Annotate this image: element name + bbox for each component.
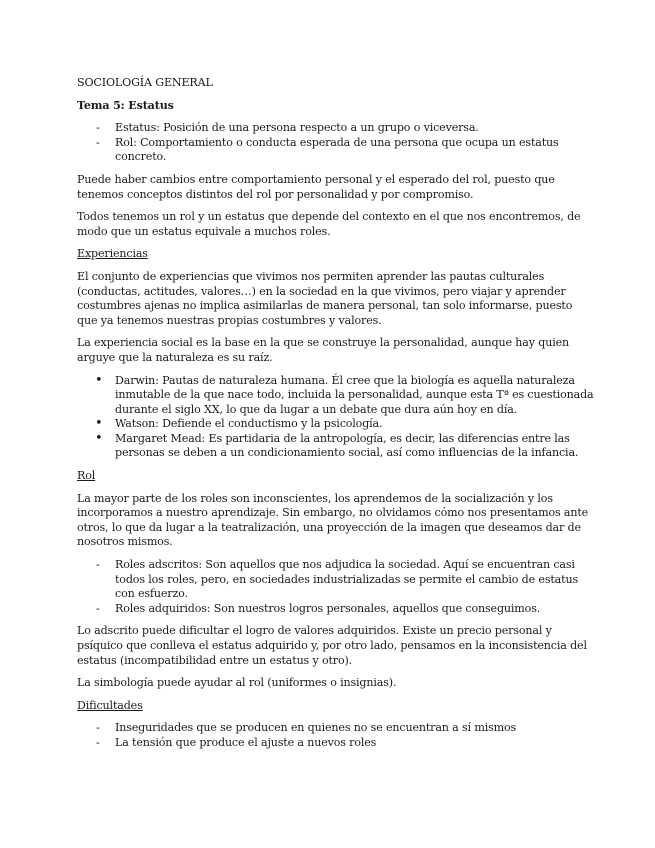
document-title: SOCIOLOGÍA GENERAL <box>77 76 213 89</box>
list-item: - Roles adquiridos: Son nuestros logros personales, aquellos que conseguimos. <box>77 602 595 617</box>
role-types-list <box>77 558 595 616</box>
list-item: - Estatus: Posición de una persona respecto a un grupo o viceversa. <box>77 121 595 136</box>
paragraph: La mayor parte de los roles son inconscientes, los aprendemos de la socialización y los incorporamos a nuestro aprendizaje. Sin embargo, no olvidamos cómo nos presentamos ante otros, lo que da lugar a la teatralización, una proyección de la imagen que deseamos dar de nosotros mismos. <box>77 491 589 549</box>
paragraph: Puede haber cambios entre comportamiento personal y el esperado del rol, puesto que tenemos conceptos distintos del rol por personalidad y por compromiso. <box>77 172 555 201</box>
difficulties-list <box>77 721 595 750</box>
authors-list <box>77 374 595 462</box>
paragraph: La simbología puede ayudar al rol (uniformes o insignias). <box>77 676 397 690</box>
list-item: • Margaret Mead: Es partidaria de la antropología, es decir, las diferencias entre las personas se deben a un condicionamiento social, así como influencias de la infancia. <box>77 432 595 461</box>
paragraph: La experiencia social es la base en la que se construye la personalidad, aunque hay quien arguye que la naturaleza es su raíz. <box>77 336 570 364</box>
list-item: - Inseguridades que se producen en quienes no se encuentran a sí mismos <box>77 721 595 736</box>
section-heading-experiencias: Experiencias <box>77 247 148 261</box>
list-item: - Roles adscritos: Son aquellos que nos adjudica la sociedad. Aquí se encuentran casi todos los roles, pero, en sociedades industrializadas se permite el cambio de estatus con esfuerzo. <box>77 558 595 602</box>
definitions-list <box>77 121 595 165</box>
topic-heading: Tema 5: Estatus <box>77 98 174 112</box>
paragraph: Todos tenemos un rol y un estatus que depende del contexto en el que nos encontremos, de modo que un estatus equivale a muchos roles. <box>77 210 581 238</box>
paragraph: Lo adscrito puede dificultar el logro de valores adquiridos. Existe un precio personal y psíquico que conlleva el estatus adquirido y, por otro lado, pensamos en la inconsistencia del estatus (incompatibilidad entre un estatus y otro). <box>77 624 587 667</box>
section-heading-dificultades: Dificultades <box>77 698 143 712</box>
list-item: • Watson: Defiende el conductismo y la psicología. <box>77 417 595 432</box>
paragraph: El conjunto de experiencias que vivimos nos permiten aprender las pautas culturales (conductas, actitudes, valores…) en la sociedad en la que vivimos, pero viajar y aprender costumbres ajenas no implica asimilarlas de manera personal, tan solo informarse, puesto que ya tenemos nuestras propias costumbres y valores. <box>77 269 573 327</box>
list-item: • Darwin: Pautas de naturaleza humana. Él cree que la biología es aquella naturaleza inmutable de la que nace todo, incluida la personalidad, aunque esta Tª es cuestionada durante el siglo XX, lo que da lugar a un debate que dura aún hoy en día. <box>77 374 595 418</box>
section-heading-rol: Rol <box>77 469 96 483</box>
list-item: - La tensión que produce el ajuste a nuevos roles <box>77 736 595 751</box>
list-item: - Rol: Comportamiento o conducta esperada de una persona que ocupa un estatus concreto. <box>77 136 595 165</box>
